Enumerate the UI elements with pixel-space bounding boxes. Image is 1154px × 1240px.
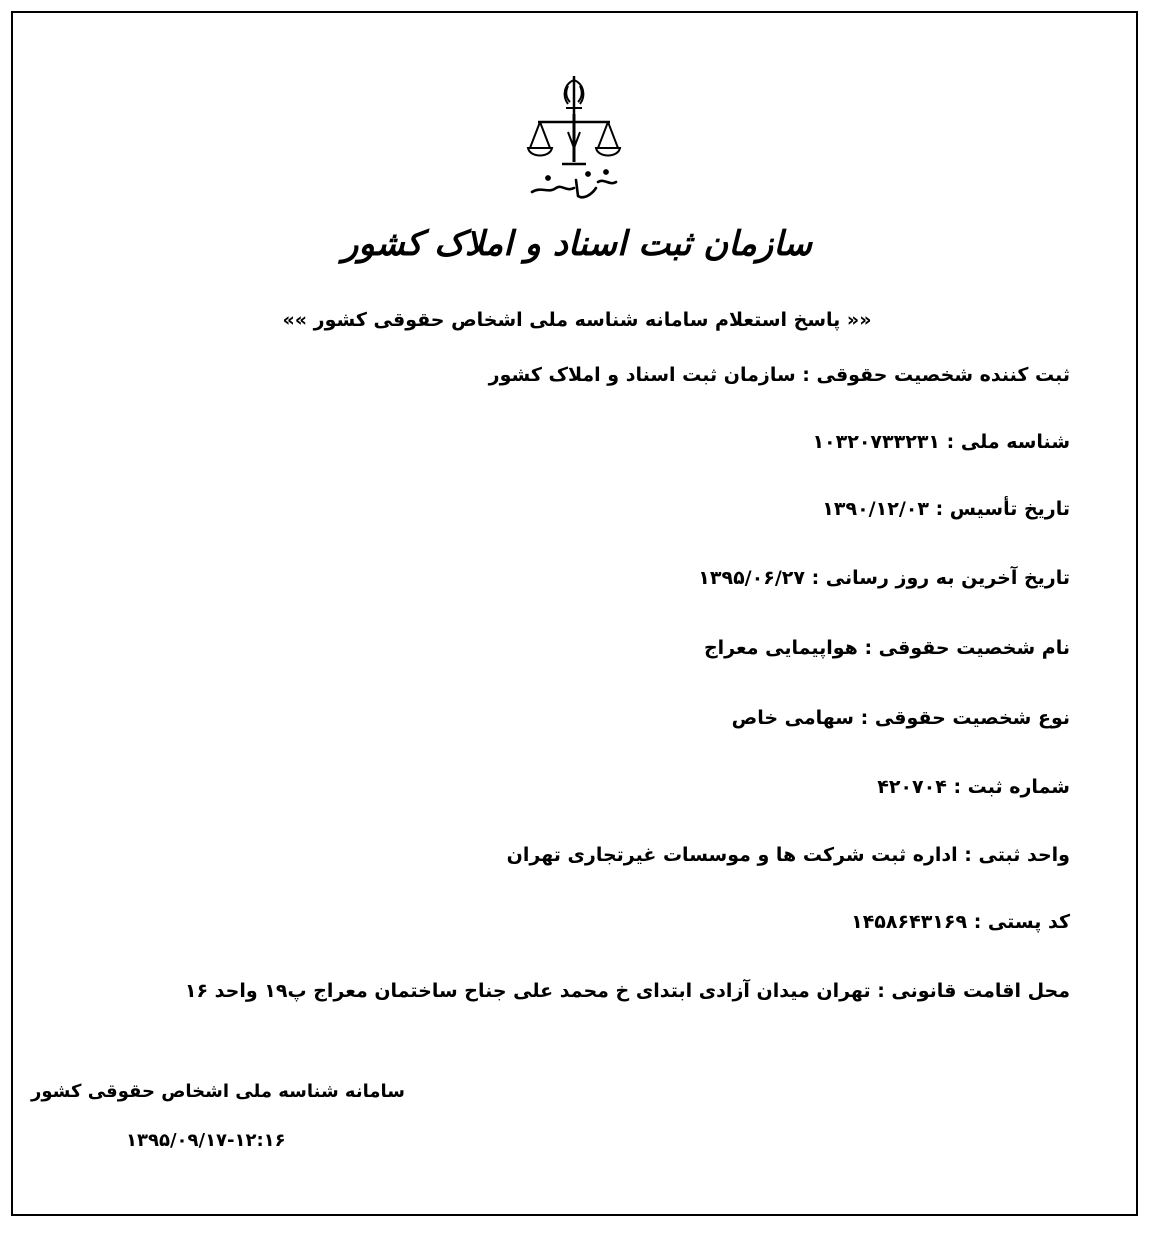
field-value: اداره ثبت شرکت ها و موسسات غیرتجاری تهران (506, 844, 958, 866)
field-label: ثبت کننده شخصیت حقوقی : (796, 364, 1070, 386)
field-value: ۱۰۳۲۰۷۳۳۲۳۱ (812, 431, 941, 453)
field-label: تاریخ آخرین به روز رسانی : (805, 567, 1070, 589)
footer-timestamp: ۱۳۹۵/۰۹/۱۷-۱۲:۱۶ (126, 1130, 286, 1151)
field-label: تاریخ تأسیس : (929, 498, 1070, 520)
field-registrar (489, 360, 1070, 390)
field-postal-code (851, 907, 1070, 937)
field-registration-unit (507, 840, 1070, 870)
field-establishment-date (822, 494, 1070, 524)
field-value: سهامی خاص (731, 707, 854, 729)
field-label: شناسه ملی : (940, 431, 1070, 453)
field-label: شماره ثبت : (947, 776, 1070, 798)
field-registration-number (877, 772, 1070, 802)
field-label: واحد ثبتی : (958, 844, 1070, 866)
document-heading: «« پاسخ استعلام سامانه شناسه ملی اشخاص حقوقی کشور »» (282, 309, 872, 331)
field-value: هواپیمایی معراج (703, 637, 858, 659)
field-value: تهران میدان آزادی ابتدای خ محمد علی جناح ساختمان معراج پ۱۹ واحد ۱۶ (184, 980, 871, 1002)
field-value: ۱۳۹۵/۰۶/۲۷ (698, 567, 805, 589)
field-legal-address (185, 976, 1070, 1006)
field-label: نوع شخصیت حقوقی : (854, 707, 1070, 729)
field-value: سازمان ثبت اسناد و املاک کشور (488, 364, 796, 386)
judiciary-scales-emblem-icon (518, 70, 630, 210)
field-value: ۱۳۹۰/۱۲/۰۳ (822, 498, 929, 520)
field-last-update-date (698, 563, 1070, 593)
footer-system-name: سامانه شناسه ملی اشخاص حقوقی کشور (31, 1081, 405, 1102)
field-national-id (812, 427, 1070, 457)
field-value: ۱۴۵۸۶۴۳۱۶۹ (851, 911, 968, 933)
organization-name: سازمان ثبت اسناد و املاک کشور (341, 224, 813, 264)
field-label: کد پستی : (967, 911, 1070, 933)
field-value: ۴۲۰۷۰۴ (877, 776, 947, 798)
field-label: محل اقامت قانونی : (871, 980, 1070, 1002)
field-entity-type (732, 703, 1070, 733)
field-label: نام شخصیت حقوقی : (858, 637, 1070, 659)
field-entity-name (704, 633, 1070, 663)
